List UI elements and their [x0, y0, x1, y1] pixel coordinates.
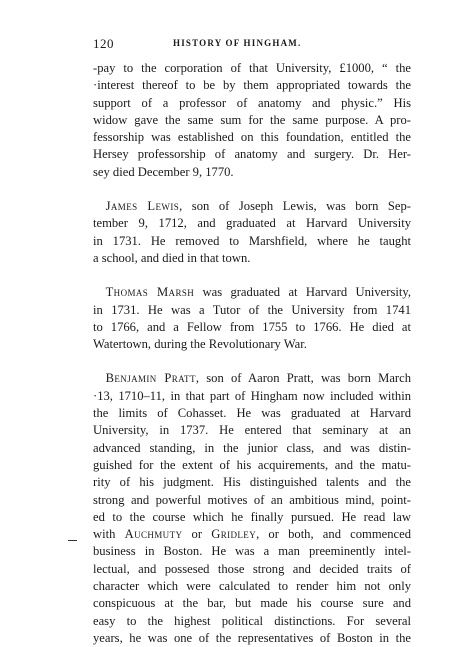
text-line: Watertown, during the Revolutionary War. — [93, 337, 307, 352]
text-line: character which were calculated to render him not only — [93, 579, 411, 594]
text-line: support of a professor of anatomy and physic.” His — [93, 95, 411, 110]
text-line: a school, and died in that town. — [93, 250, 251, 265]
paragraph-james-lewis — [93, 198, 411, 267]
text-line: in 1731. He was a Tutor of the University from 1741 — [93, 302, 411, 317]
text-line: -pay to the corporation of that University, £1000, “ the — [93, 61, 411, 75]
text-line: Thomas Marsh was graduated at Harvard University, — [105, 285, 411, 300]
text-line: business in Boston. He was a man preeminently intel- — [93, 544, 411, 559]
text-line: ·interest thereof to be by them appropriated towards the — [93, 78, 411, 93]
person-name: Auchmuty — [124, 527, 183, 542]
text-line: sey died December 9, 1770. — [93, 164, 234, 179]
text-line: rity of his judgment. His distinguished talents and the — [93, 475, 411, 490]
person-name: Thomas Marsh — [105, 285, 195, 300]
text-line: lectual, and possesed those strong and decided traits of — [93, 561, 411, 576]
margin-ink-mark — [68, 540, 77, 541]
text-line: with Auchmuty or Gridley, or both, and commenced — [93, 527, 412, 542]
text-line: Hersey professorship of anatomy and surgery. Dr. Her- — [93, 147, 411, 162]
paragraph-hersey — [93, 60, 411, 181]
page-number: 120 — [93, 36, 114, 51]
text-line: advanced standing, in the junior class, and was distin- — [93, 440, 411, 455]
person-name: Benjamin Pratt — [105, 371, 196, 386]
person-name: James Lewis — [105, 199, 180, 214]
text-line: University, in 1737. He entered that seminary at an — [93, 423, 411, 438]
text-line: James Lewis, son of Joseph Lewis, was born Sep- — [105, 199, 411, 214]
text-line: years, he was one of the representatives of Boston in the — [93, 630, 411, 645]
text-line: strong and powerful motives of an ambitious mind, point- — [93, 492, 411, 507]
body-text — [93, 60, 411, 647]
text-line: the limits of Cohasset. He was graduated at Harvard — [93, 406, 411, 421]
person-name: Gridley — [211, 527, 257, 542]
text-line: easy to the highest political distinctions. For several — [93, 613, 411, 628]
page-header — [93, 36, 411, 52]
text-line: ed to the course which he finally pursued. He read law — [93, 509, 411, 524]
running-title: HISTORY OF HINGHAM. — [173, 38, 302, 48]
text-line: conspicuous at the bar, but made his course sure and — [93, 596, 411, 611]
text-line: guished for the extent of his acquirements, and the matu- — [93, 457, 411, 472]
paragraph-thomas-marsh — [93, 284, 411, 353]
text-line: in 1731. He removed to Marshfield, where he taught — [93, 233, 411, 248]
text-line: fessorship was established on this foundation, entitled the — [93, 130, 411, 145]
text-line: Benjamin Pratt, son of Aaron Pratt, was born March — [105, 371, 412, 386]
text-line: to 1766, and a Fellow from 1755 to 1766. He died at — [93, 319, 411, 334]
text-line: tember 9, 1712, and graduated at Harvard University — [93, 216, 411, 231]
text-line: widow gave the same sum for the same purpose. A pro- — [93, 112, 411, 127]
text-line: ·13, 1710–11, in that part of Hingham now included within — [93, 388, 411, 403]
paragraph-benjamin-pratt — [93, 370, 411, 647]
